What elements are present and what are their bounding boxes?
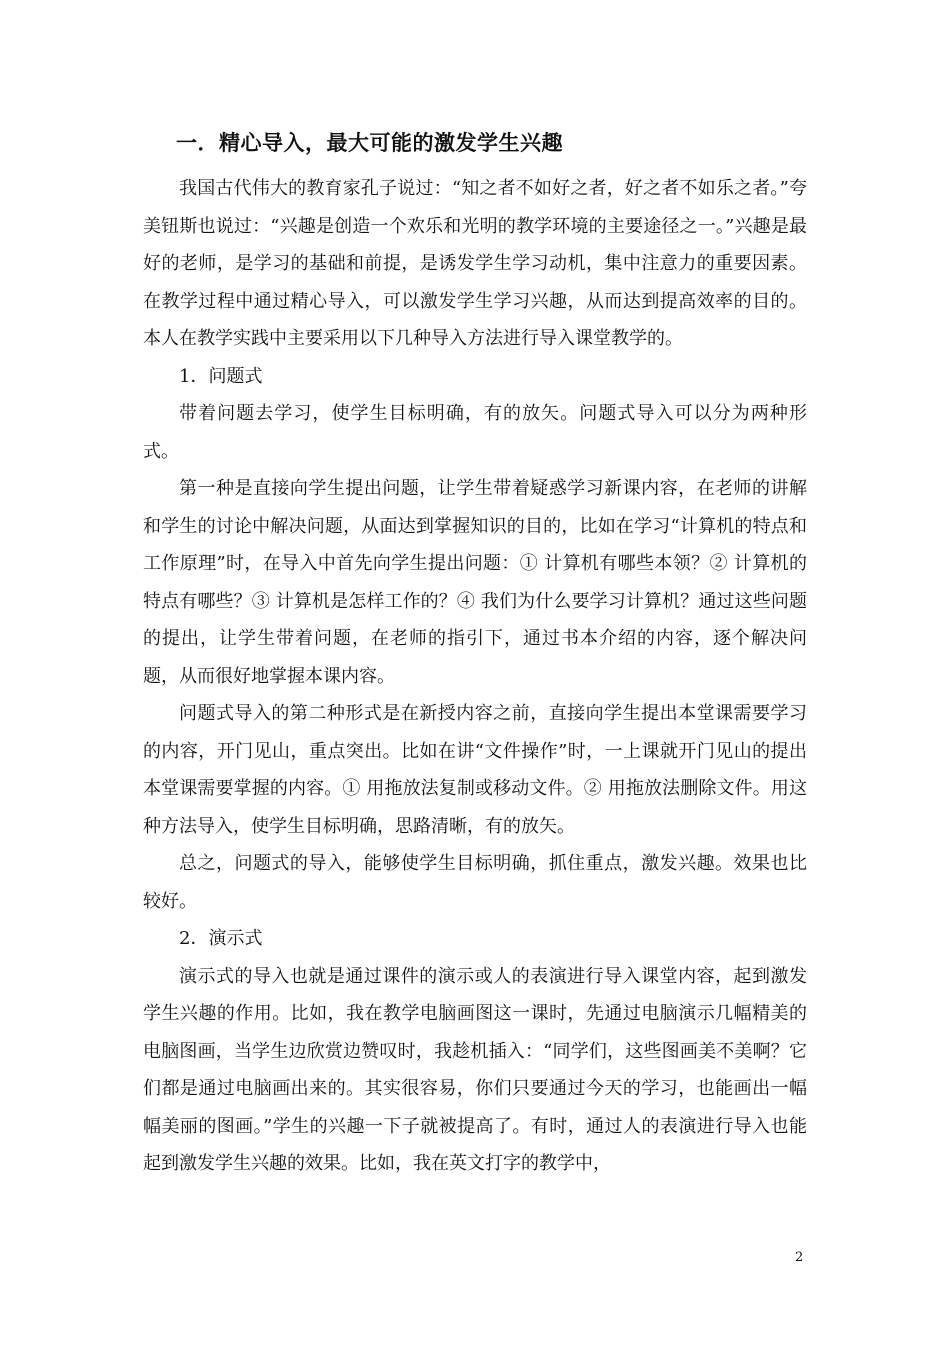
- paragraph: 我国古代伟大的教育家孔子说过：“知之者不如好之者，好之者不如乐之者。”夸美钮斯也说过：“兴趣是创造一个欢乐和光明的教学环境的主要途径之一。”兴趣是最好的老师，是学习的基础和前提，是诱发学生学习动机，集中注意力的重要因素。在教学过程中通过精心导入，可以激发学生学习兴趣，从而达到提高效率的目的。本人在教学实践中主要采用以下几种导入方法进行导入课堂教学的。: [143, 178, 807, 349]
- page-number: 2: [795, 1250, 804, 1265]
- subheading-demonstration-style: 2．演示式: [179, 928, 263, 949]
- paragraph: 总之，问题式的导入，能够使学生目标明确，抓住重点，激发兴趣。效果也比较好。: [143, 853, 807, 912]
- paragraph: 问题式导入的第二种形式是在新授内容之前，直接向学生提出本堂课需要学习的内容，开门见山，重点突出。比如在讲“文件操作”时，一上课就开门见山的提出本堂课需要掌握的内容。① 用拖放法复制或移动文件。② 用拖放法删除文件。用这种方法导入，使学生目标明确，思路清晰，有的放矢。: [143, 703, 807, 837]
- body-text: [143, 170, 807, 1183]
- paragraph: 带着问题去学习，使学生目标明确，有的放矢。问题式导入可以分为两种形式。: [143, 403, 807, 462]
- paragraph: 演示式的导入也就是通过课件的演示或人的表演进行导入课堂内容，起到激发学生兴趣的作用。比如，我在教学电脑画图这一课时，先通过电脑演示几幅精美的电脑图画，当学生边欣赏边赞叹时，我趁机插入：“同学们，这些图画美不美啊？它们都是通过电脑画出来的。其实很容易，你们只要通过今天的学习，也能画出一幅幅美丽的图画。”学生的兴趣一下子就被提高了。有时，通过人的表演进行导入也能起到激发学生兴趣的效果。比如，我在英文打字的教学中，: [143, 965, 807, 1174]
- section-heading: 一．精心导入，最大可能的激发学生兴趣: [176, 131, 563, 155]
- paragraph: 第一种是直接向学生提出问题，让学生带着疑惑学习新课内容，在老师的讲解和学生的讨论中解决问题，从面达到掌握知识的目的，比如在学习“计算机的特点和工作原理”时，在导入中首先向学生提出问题：① 计算机有哪些本领？② 计算机的特点有哪些？③ 计算机是怎样工作的？④ 我们为什么要学习计算机？通过这些问题的提出，让学生带着问题，在老师的指引下，通过书本介绍的内容，逐个解决问题，从而很好地掌握本课内容。: [143, 478, 807, 687]
- subheading-question-style: 1．问题式: [179, 365, 263, 387]
